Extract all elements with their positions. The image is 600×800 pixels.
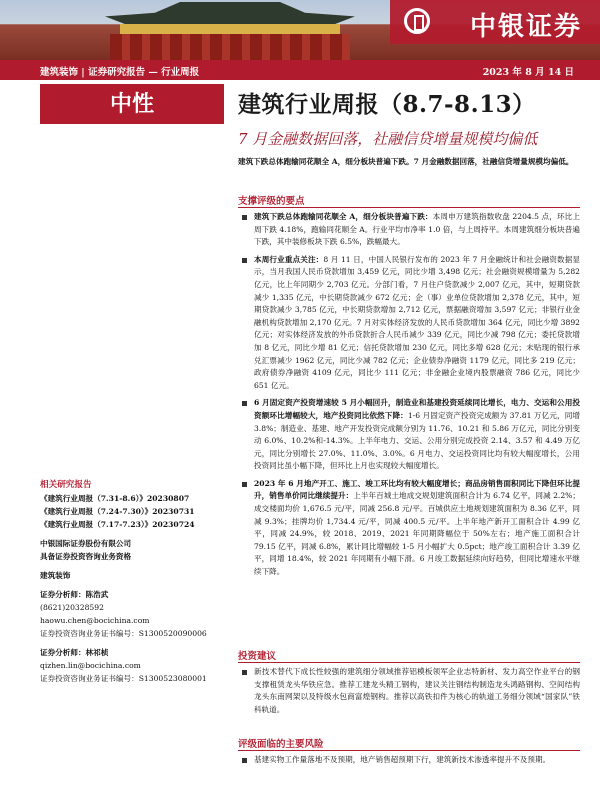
sidebar — [40, 479, 224, 685]
report-subtitle: 7 月金融数据回落，社融信贷增量规模均偏低 — [238, 130, 538, 148]
analyst-name: 证券分析师：陈浩武 — [40, 590, 109, 599]
palace-eave — [120, 24, 340, 34]
list-item: 本周行业重点关注：8 月 11 日，中国人民银行发布的 2023 年 7 月金融统计和社会融资数据显示，当月我国人民币贷款增加 3,459 亿元，同比少增 3,498 亿元；社会融资规模增量为 5,282 亿元，比上年同期少 2,703 亿元。分部门看，7 月住户贷款减少 2,007 亿元，其中，短期贷款减少 1,335 亿元，中长期贷款减少 672 亿元；企（事）业单位贷款增加 2,378 亿元，其中，短期贷款减少 3,785 亿元，中长期贷款增加 2,712 亿元，票据融资增加 3,597 亿元；非银行业金融机构贷款增加 2,170 亿元。7 月对实体经济发放的人民币贷款增加 364 亿元，同比少增 3892 亿元；对实体经济发放的外币贷款折合人民币减少 339 亿元，同比少减 798 亿元；委托贷款增加 8 亿元，同比少增 81 亿元；信托贷款增加 230 亿元，同比多增 628 亿元；未贴现的银行承兑汇票减少 1962 亿元，同比少减 782 亿元；企业债券净融资 1179 亿元，同比多 219 亿元；政府债券净融资 4109 亿元，同比少 111 亿元；非金融企业境内股票融资 786 亿元，同比少 651 亿元。 — [238, 254, 580, 393]
brand-box — [390, 0, 600, 44]
analyst-phone: (8621)20328592 — [40, 603, 104, 612]
company-name: 中银国际证券股份有限公司 — [40, 539, 132, 548]
risk-paragraph — [238, 754, 580, 772]
analyst-email[interactable]: qizhen.lin@bocichina.com — [40, 661, 141, 670]
list-item: 2023 年 6 月地产开工、施工、竣工环比均有较大幅度增长；商品房销售面积同比下降但环比提升，销售单价同比继续提升：上半年百城土地成交规划建筑面积合计为 6.74 亿平，同减 2.2%；成交楼面均价 1,676.5 元/平，同减 256.8 元/平。百城供应土地规划建筑面积为 8.36 亿平，同减 9.3%；挂牌均价 1,734.4 元/平，同减 400.5 元/平。上半年地产新开工面积合计 4.99 亿平，同减 24.9%，较 2018、2019、2021 年同期降幅位于 50%左右；地产施工面积合计 79.15 亿平，同减 6.8%，累计同比增幅较 1-5 月小幅扩大 0.5pct；地产竣工面积合计 3.39 亿平，同增 18.4%，较 2021 年同期有小幅下滑。6 月竣工数据延续向好趋势，但同比增速水平继续下降。 — [238, 478, 580, 579]
analyst-email[interactable]: haowu.chen@bocichina.com — [40, 616, 150, 625]
company-qualification: 具备证券投资咨询业务资格 — [40, 552, 132, 561]
list-item: 基建实物工作量落地不及预期，地产销售超预期下行，建筑新技术渗透率提升不及预期。 — [238, 754, 580, 767]
brand-name: 中银证券 — [469, 12, 582, 42]
report-title: 建筑行业周报（8.7-8.13） — [238, 91, 536, 118]
analyst-cert: 证券投资咨询业务证书编号：S1300520090006 — [40, 629, 207, 638]
section-risk-title: 评级面临的主要风险 — [238, 736, 324, 750]
invest-paragraph — [238, 666, 580, 721]
list-item: 建筑下跌总体跑输同花顺全 A，细分板块普遍下跌：本周申万建筑指数收盘 2204.5 点，环比上周下跌 4.18%，跑输同花顺全 A。行业平均市净率 1.0 倍，与上周持平。本周建筑细分板块普遍下跌，其中装修板块下跌 6.5%，跌幅最大。 — [238, 211, 580, 249]
report-header-bar — [0, 60, 600, 80]
section-support-title: 支撑评级的要点 — [238, 193, 305, 207]
report-category: 建筑装饰 | 证券研究报告 — 行业周报 — [40, 67, 200, 78]
section-invest-title: 投资建议 — [238, 648, 276, 662]
list-item: 6 月固定资产投资增速较 5 月小幅回升，制造业和基建投资延续同比增长，电力、交运和公用投资额环比增幅较大，地产投资同比依然下降：1-6 月固定资产投资完成额为 37.81 万亿元，同增 3.8%；制造业、基建、地产开发投资完成额分别为 11.76、10.21 和 5.86 万亿元，同比分别变动 6.0%、10.2%和-14.3%。上半年电力、交运、公用分别完成投资 2.14、3.57 和 4.49 万亿元，同比分别增长 27.0%、11.0%、3.0%。6 月电力、交运投资同比均有较大幅度增长，公用投资同比虽小幅下降，但环比上月也实现较大幅度增长。 — [238, 397, 580, 473]
related-report-link[interactable]: 《建筑行业周报（7.24-7.30）》20230731 — [40, 507, 195, 516]
related-report-link[interactable]: 《建筑行业周报（7.17-7.23）》20230724 — [40, 520, 195, 529]
boc-logo-icon — [404, 8, 430, 34]
lead-paragraph: 建筑下跌总体跑输同花顺全 A，细分板块普遍下跌。7 月金融数据回落，社融信贷增量规模均偏低。 — [238, 157, 574, 166]
analyst-name: 证券分析师：林祁桢 — [40, 648, 109, 657]
related-reports-title: 相关研究报告 — [40, 480, 92, 490]
report-date: 2023 年 8 月 14 日 — [482, 67, 574, 78]
support-points — [238, 211, 580, 584]
palace-pillars — [110, 34, 350, 60]
header-banner-image — [0, 0, 600, 60]
list-item: 新技术替代下成长性较强的建筑细分领域推荐铝模板领军企业志特新材、发力高空作业平台的钢支撑租赁龙头华铁应急。推荐工建龙头精工钢构，建议关注钢结构制造龙头鸿路钢构、空间结构龙头东南网架以及特级水包商富煌钢构。推荐以高铁扣件为核心的轨道工务细分领域“国家队”铁科轨道。 — [238, 666, 580, 716]
industry-label: 建筑装饰 — [40, 571, 71, 580]
analyst-cert: 证券投资咨询业务证书编号：S1300523080001 — [40, 674, 207, 683]
palace-roof — [105, 2, 355, 26]
related-report-link[interactable]: 《建筑行业周报（7.31-8.6）》20230807 — [40, 494, 190, 503]
rating-badge: 中性 — [40, 84, 224, 124]
